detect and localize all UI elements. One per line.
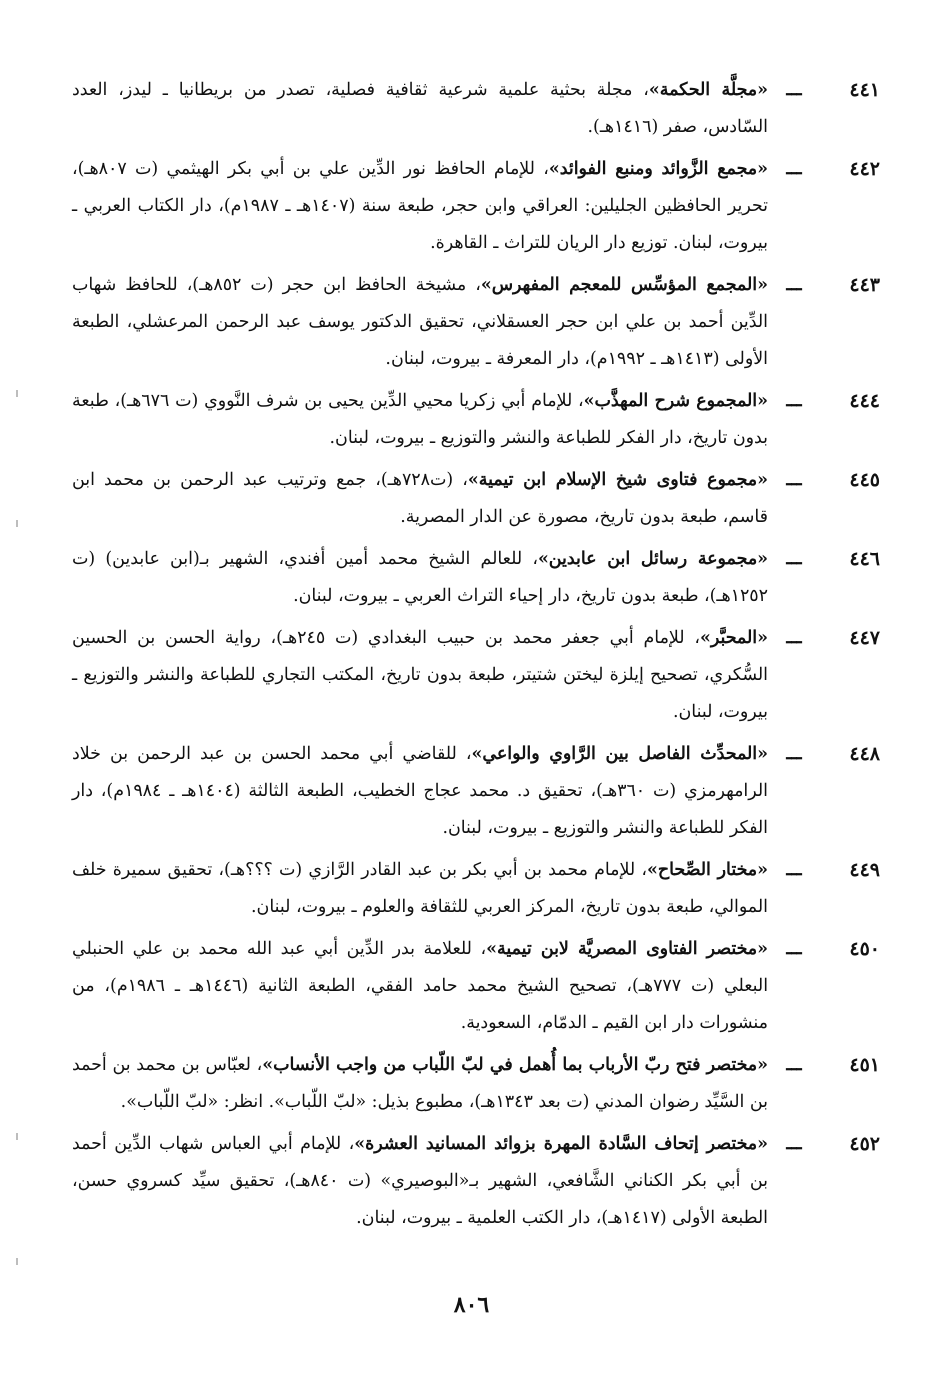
entry-title: «مختصر إتحاف السَّادة المهرة بزوائد المسانيد العشرة» <box>354 1134 768 1154</box>
bibliography-entry <box>72 267 880 378</box>
entry-dash: ـــ <box>786 470 802 490</box>
entry-text: ، (ت٧٢٨هـ)، جمع وترتيب عبد الرحمن بن محمد ابن قاسم، طبعة بدون تاريخ، مصورة عن الدار المصرية. <box>72 470 768 527</box>
entry-text: ، للقاضي أبي محمد الحسن بن عبد الرحمن بن خلاد الرامهرمزي (ت ٣٦٠هـ)، تحقيق د. محمد عجاج الخطيب، الطبعة الثالثة (١٤٠٤هـ ـ ١٩٨٤م)، دار الفكر للطباعة والنشر والتوزيع ـ بيروت، لبنان. <box>72 744 768 838</box>
bibliography-entry <box>72 1126 880 1237</box>
bibliography-entry <box>72 383 880 457</box>
entry-number: ٤٤٤ <box>849 390 880 412</box>
entry-dash: ـــ <box>786 391 802 411</box>
entry-text: ، مشيخة الحافظ ابن حجر (ت ٨٥٢هـ)، للحافظ شهاب الدِّين أحمد بن علي ابن حجر العسقلاني، تحقيق الدكتور يوسف عبد الرحمن المرعشلي، الطبعة الأولى (١٤١٣هـ ـ ١٩٩٢م)، دار المعرفة ـ بيروت، لبنان. <box>72 275 768 369</box>
entry-text: ، للإمام أبي العباس شهاب الدِّين أحمد بن أبي بكر الكناني الشَّافعي، الشهير بـ«البوصيري» (ت ٨٤٠هـ)، تحقيق سيِّد كسروي حسن، الطبعة الأولى (١٤١٧هـ)، دار الكتب العلمية ـ بيروت، لبنان. <box>72 1134 768 1228</box>
entry-text: ، للعلامة بدر الدِّين أبي عبد الله محمد بن علي الحنبلي البعلي (ت ٧٧٧هـ)، تصحيح الشيخ محمد حامد الفقي، الطبعة الثانية (١٤٤٦هـ ـ ١٩٨٦م)، من منشورات دار ابن القيم ـ الدمّام، السعودية. <box>72 939 769 1033</box>
entry-number: ٤٤٦ <box>849 548 880 570</box>
entry-title: «المجمع المؤسِّس للمعجم المفهرس» <box>480 275 768 295</box>
entry-dash: ـــ <box>786 628 802 648</box>
entry-text: ، للإمام الحافظ نور الدِّين علي بن أبي بكر الهيثمي (ت ٨٠٧هـ)، تحرير الحافظين الجليلين: العراقي وابن حجر، طبعة سنة (١٤٠٧هـ ـ ١٩٨٧م)، دار الكتاب العربي ـ بيروت، لبنان. توزيع دار الريان للتراث ـ القاهرة. <box>72 159 768 253</box>
entry-text: ، لعبّاس بن محمد بن أحمد بن السَّيِّد رضوان المدني (ت بعد ١٣٤٣هـ)، مطبوع بذيل: «لبّ اللّباب». انظر: «لبّ اللّباب». <box>72 1055 768 1112</box>
entry-number: ٤٥٠ <box>849 938 880 960</box>
entry-dash: ـــ <box>786 744 802 764</box>
entry-dash: ـــ <box>786 939 802 959</box>
scan-margin-mark <box>16 390 18 397</box>
entry-title: «مختصر الفتاوى المصريَّة لابن تيمية» <box>486 939 768 959</box>
scan-margin-mark <box>16 520 18 527</box>
entry-title: «مختصر فتح ربّ الأرباب بما أُهمل في لبّ اللّباب من واجب الأنساب» <box>262 1055 768 1075</box>
entry-number: ٤٤٧ <box>849 627 880 649</box>
entry-dash: ـــ <box>786 549 802 569</box>
entry-number: ٤٥١ <box>849 1054 880 1076</box>
bibliography-entry <box>72 72 880 146</box>
bibliography-entry <box>72 1047 880 1121</box>
bibliography-entry <box>72 541 880 615</box>
bibliography-entry <box>72 462 880 536</box>
bibliography-entry <box>72 736 880 847</box>
entry-dash: ـــ <box>786 80 802 100</box>
entry-text: ، للعالم الشيخ محمد أمين أفندي، الشهير بـ(ابن عابدين) (ت ١٢٥٢هـ)، طبعة بدون تاريخ، دار إحياء التراث العربي ـ بيروت، لبنان. <box>72 549 768 606</box>
entry-dash: ـــ <box>786 1134 802 1154</box>
scan-margin-mark <box>16 1258 18 1265</box>
bibliography-page <box>72 72 880 1242</box>
entry-text: ، للإمام محمد بن أبي بكر بن عبد القادر الرَّازي (ت ؟؟؟هـ)، تحقيق سميرة خلف الموالي، طبعة بدون تاريخ، المركز العربي للثقافة والعلوم ـ بيروت، لبنان. <box>72 860 768 917</box>
entry-title: «مجلَّة الحكمة» <box>648 80 768 100</box>
entry-dash: ـــ <box>786 1055 802 1075</box>
entry-number: ٤٤٢ <box>849 158 880 180</box>
entry-title: «مجموع فتاوى شيخ الإسلام ابن تيمية» <box>467 470 768 490</box>
entry-number: ٤٤٨ <box>849 743 880 765</box>
entry-title: «مختار الصِّحاح» <box>647 860 768 880</box>
entry-title: «مجموعة رسائل ابن عابدين» <box>537 549 769 569</box>
scan-margin-mark <box>16 1133 18 1140</box>
bibliography-entry <box>72 620 880 731</box>
entry-title: «المجموع شرح المهذَّب» <box>583 391 768 411</box>
entry-number: ٤٤٩ <box>849 859 880 881</box>
bibliography-entry <box>72 151 880 262</box>
entry-number: ٤٤٣ <box>849 274 880 296</box>
entry-title: «مجمع الزَّوائد ومنبع الفوائد» <box>548 159 768 179</box>
entry-text: ، مجلة بحثية علمية شرعية ثقافية فصلية، تصدر من بريطانيا ـ ليدز، العدد السّادس، صفر (١٤١٦هـ). <box>72 80 768 137</box>
entry-number: ٤٥٢ <box>849 1133 880 1155</box>
bibliography-entry <box>72 852 880 926</box>
entry-text: ، للإمام أبي جعفر محمد بن حبيب البغدادي (ت ٢٤٥هـ)، رواية الحسن بن الحسين السُّكري، تصحيح إيلزة ليختن شتيتر، طبعة بدون تاريخ، المكتب التجاري للطباعة والنشر والتوزيع ـ بيروت، لبنان. <box>72 628 768 722</box>
entry-dash: ـــ <box>786 860 802 880</box>
entry-number: ٤٤١ <box>849 79 880 101</box>
page-number: ٨٠٦ <box>453 1292 490 1318</box>
entry-title: «المحبَّر» <box>699 628 768 648</box>
entry-dash: ـــ <box>786 275 802 295</box>
bibliography-entry <box>72 931 880 1042</box>
entry-dash: ـــ <box>786 159 802 179</box>
entry-title: «المحدِّث الفاصل بين الرَّاوي والواعي» <box>471 744 769 764</box>
entry-text: ، للإمام أبي زكريا محيي الدِّين يحيى بن شرف النَّووي (ت ٦٧٦هـ)، طبعة بدون تاريخ، دار الفكر للطباعة والنشر والتوزيع ـ بيروت، لبنان. <box>72 391 768 448</box>
entry-number: ٤٤٥ <box>849 469 880 491</box>
